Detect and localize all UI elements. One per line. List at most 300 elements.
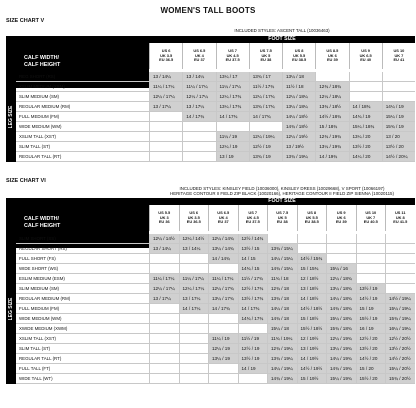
corner-label-line: CALF WIDTH/ xyxy=(24,216,60,222)
size-cell: 13 / 17¼ xyxy=(149,294,179,303)
size-cell: 12¼ / 17¾ xyxy=(216,92,249,101)
foot-size-label: FOOT SIZE xyxy=(149,198,415,205)
size-cell xyxy=(267,234,297,243)
size-cell: 12¼ / 18¾ xyxy=(326,274,356,283)
row-label: SLIM MEDIUM (SM) xyxy=(19,286,60,291)
foot-size-column-header xyxy=(315,43,348,69)
size-cell: 11¼ / 17¼ xyxy=(149,82,182,91)
row-label: ESLIM MEDIUM (ESM) xyxy=(19,276,65,281)
foot-size-column-header xyxy=(179,205,209,231)
size-cell: 12¼ / 14½ xyxy=(179,234,209,243)
size-cell: 14¼ / 18½ xyxy=(282,112,315,121)
foot-size-value: UK 6 xyxy=(327,52,337,58)
size-cell xyxy=(385,234,415,243)
foot-size-value: EU 37 xyxy=(217,219,229,225)
row-label: REGULAR MEDIUM (RM) xyxy=(19,296,71,301)
size-cell: 14¾ / 18½ xyxy=(282,122,315,131)
size-cell: 13 / 14¼ xyxy=(149,72,182,81)
size-cell: 13¼ / 20 xyxy=(349,132,382,141)
size-cell: 12¼ / 18¼ xyxy=(282,92,315,101)
size-cell xyxy=(149,122,182,131)
size-cell: 12¼ / 17¼ xyxy=(182,92,215,101)
table-row xyxy=(16,374,415,384)
size-cell: 12¼ / 19 xyxy=(208,344,238,353)
included-styles-line: HERITAGE CONTOUR II FIELD ZIP BLACK (10020166), HERITAGE CONTOUR II FIELD ZIP SIENNA (10020115) xyxy=(170,191,394,197)
size-cell xyxy=(385,244,415,253)
table-row xyxy=(16,122,415,132)
size-cell xyxy=(149,364,179,373)
foot-size-value: EU 38 xyxy=(260,57,272,63)
size-cell xyxy=(297,234,327,243)
size-cell: 13¾ / 15¼ xyxy=(267,244,297,253)
size-cell: 11¼ / 19 xyxy=(216,132,249,141)
foot-size-value: UK 3.5 xyxy=(187,214,200,220)
size-cell: 12¼ / 14½ xyxy=(149,234,179,243)
size-cell xyxy=(182,152,215,161)
foot-size-headers xyxy=(149,205,415,231)
size-cell xyxy=(149,374,179,383)
row-label: WIDE SHORT (WS) xyxy=(19,266,59,271)
corner-label-line: CALF HEIGHT xyxy=(24,223,61,229)
size-cell xyxy=(249,122,282,131)
size-cell: 14 / 18¾ xyxy=(349,102,382,111)
foot-size-column-header xyxy=(282,43,315,69)
size-cell: 15 / 18¾ xyxy=(315,122,348,131)
size-cell: 14 / 19 xyxy=(238,364,268,373)
foot-size-value: EU 36.5 xyxy=(186,219,201,225)
size-cell: 13¾ / 18 xyxy=(267,294,297,303)
table-row xyxy=(16,264,415,274)
size-cell: 13 / 19½ xyxy=(282,142,315,151)
size-cell: 15¼ / 19 xyxy=(382,112,415,121)
size-cell: 12¼ / 19¾ xyxy=(326,334,356,343)
foot-size-value: US 8 xyxy=(307,210,317,216)
size-cell: 13¼ / 18 xyxy=(282,72,315,81)
size-cell xyxy=(179,334,209,343)
foot-size-value: UK 3 xyxy=(159,214,169,220)
row-label: XSLIM MEDIUM (XSM) xyxy=(19,84,65,89)
size-cell: 13 / 17¼ xyxy=(149,102,182,111)
foot-size-column-header xyxy=(182,43,215,69)
table-row xyxy=(16,354,415,364)
size-cell: 11½ / 18 xyxy=(282,82,315,91)
size-cell: 15½ / 20 xyxy=(356,374,386,383)
table-row xyxy=(16,234,415,244)
size-cell: 13¾ / 17¾ xyxy=(249,102,282,111)
foot-size-value: US 6.5 xyxy=(193,48,206,54)
size-cell: 11¼ / 17¼ xyxy=(216,82,249,91)
foot-size-value: UK 5 xyxy=(277,214,287,220)
size-cell: 12¾ / 18¾ xyxy=(315,82,348,91)
foot-size-value: EU 37 xyxy=(193,57,205,63)
size-cell: 13 / 20 xyxy=(382,132,415,141)
size-cell: 16¼ / 19¼ xyxy=(385,324,415,333)
size-cell xyxy=(356,234,386,243)
size-cell: 12¼ / 19 xyxy=(216,142,249,151)
size-cell: 11¼ / 17¼ xyxy=(208,274,238,283)
corner-label-line: CALF HEIGHT xyxy=(24,62,61,68)
page-title: WOMEN'S TALL BOOTS xyxy=(160,6,256,15)
size-cell: 14¼ / 19¾ xyxy=(326,354,356,363)
included-styles xyxy=(149,186,415,196)
foot-size-value: US 7 xyxy=(228,48,237,54)
size-cell: 14 / 14¾ xyxy=(208,254,238,263)
foot-size-value: EU 39 xyxy=(335,219,347,225)
size-cell xyxy=(326,244,356,253)
size-cell: 14¾ / 15¼ xyxy=(267,264,297,273)
size-cell: 15¾ / 18¾ xyxy=(326,324,356,333)
size-cell xyxy=(149,152,182,161)
size-cell: 12¼ / 18¼ xyxy=(315,92,348,101)
foot-size-column-header xyxy=(249,43,282,69)
row-label: FULL TALL (FT) xyxy=(19,366,51,371)
foot-size-value: US 9 xyxy=(336,210,346,216)
size-cell xyxy=(208,324,238,333)
size-cell: 14 / 17¾ xyxy=(238,304,268,313)
size-cell: 11¼ / 17¼ xyxy=(179,274,209,283)
size-cell: 14¼ / 19¼ xyxy=(267,364,297,373)
foot-size-value: US 6 xyxy=(189,210,199,216)
foot-size-value: EU 36.5 xyxy=(159,57,174,63)
foot-size-value: US 10 xyxy=(393,48,405,54)
size-cell: 11½ / 19 xyxy=(238,334,268,343)
row-label: WIDE TALL (WT) xyxy=(19,376,53,381)
size-cell xyxy=(208,374,238,383)
size-cell xyxy=(179,354,209,363)
table-row xyxy=(16,102,415,112)
foot-size-value: EU 41.5 xyxy=(393,219,408,225)
size-cell xyxy=(326,234,356,243)
size-cell: 12½ / 20½ xyxy=(385,334,415,343)
foot-size-column-header xyxy=(382,43,415,69)
size-cell xyxy=(382,72,415,81)
included-styles xyxy=(149,28,415,33)
foot-size-column-header xyxy=(326,205,356,231)
size-cell: 12½ / 19 xyxy=(238,344,268,353)
size-cell: 11½ / 17¾ xyxy=(238,274,268,283)
size-cell: 14¾ / 18¾ xyxy=(326,304,356,313)
size-cell: 12¼ / 19¼ xyxy=(249,132,282,141)
size-cell xyxy=(385,254,415,263)
table-row xyxy=(16,152,415,162)
table-row xyxy=(16,72,415,82)
size-cell: 13 / 14¼ xyxy=(182,72,215,81)
size-cell xyxy=(356,254,386,263)
size-cell xyxy=(356,264,386,273)
row-label: REGULAR SHORT (RS) xyxy=(19,246,67,251)
size-cell xyxy=(149,334,179,343)
size-cell: 14¼ / 18 xyxy=(267,304,297,313)
size-cell xyxy=(149,142,182,151)
size-cell: 14 / 17¼ xyxy=(179,304,209,313)
table-row xyxy=(16,244,415,254)
size-cell xyxy=(149,344,179,353)
foot-size-column-header xyxy=(238,205,268,231)
foot-size-column-header xyxy=(208,205,238,231)
table-row xyxy=(16,334,415,344)
size-cell xyxy=(179,364,209,373)
size-cell: 12¼ / 17¾ xyxy=(249,92,282,101)
size-cell: 14¾ / 17¾ xyxy=(238,314,268,323)
table-row xyxy=(16,314,415,324)
size-cell: 15¼ / 18 xyxy=(267,324,297,333)
row-label: WIDE MEDIUM (WM) xyxy=(19,316,62,321)
row-label: XWIDE MEDIUM (XWM) xyxy=(19,326,68,331)
size-cell: 15¾ / 19 xyxy=(382,122,415,131)
row-label: REGULAR MEDIUM (RM) xyxy=(19,104,71,109)
size-cell xyxy=(385,264,415,273)
size-cell: 11¼ / 19 xyxy=(208,334,238,343)
size-cell: 13¾ / 19¼ xyxy=(282,152,315,161)
size-cell: 13¼ / 19 xyxy=(208,354,238,363)
size-cell: 13½ / 19 xyxy=(238,354,268,363)
size-cell: 13¼ / 18¾ xyxy=(326,284,356,293)
row-label: XSLIM TALL (XST) xyxy=(19,134,57,139)
foot-size-value: UK 5 xyxy=(261,52,271,58)
size-cell: 14¾ / 18 xyxy=(267,314,297,323)
size-cell xyxy=(349,82,382,91)
row-label: FULL MEDIUM (FM) xyxy=(19,114,60,119)
section-title: SIZE CHART V xyxy=(6,18,45,24)
table-row xyxy=(16,82,415,92)
size-cell xyxy=(149,324,179,333)
foot-size-value: US 5.5 xyxy=(158,210,171,216)
size-cell: 15½ / 18½ xyxy=(297,324,327,333)
size-cell: 12 / 18½ xyxy=(297,274,327,283)
size-cell xyxy=(149,264,179,273)
size-cell xyxy=(382,92,415,101)
row-label: SLIM TALL (ST) xyxy=(19,346,51,351)
size-cell: 14¼ / 18¾ xyxy=(326,294,356,303)
size-cell: 15¼ / 18¾ xyxy=(349,122,382,131)
foot-size-value: EU 38.5 xyxy=(304,219,319,225)
size-cell: 12¼ / 17¼ xyxy=(149,284,179,293)
size-cell xyxy=(149,254,179,263)
foot-size-column-header xyxy=(356,205,386,231)
size-cell: 12 / 19½ xyxy=(297,334,327,343)
size-cell xyxy=(179,374,209,383)
size-cell: 13½ / 17¾ xyxy=(238,294,268,303)
foot-size-value: UK 4 xyxy=(218,214,228,220)
size-cell: 15¼ / 19¾ xyxy=(326,374,356,383)
size-cell xyxy=(208,264,238,273)
size-cell: 12¾ / 19¼ xyxy=(267,344,297,353)
row-label: REG SHORT (RS) xyxy=(19,74,56,79)
size-cell: 14¾ / 15 xyxy=(238,264,268,273)
size-cell: 14½ / 15¾ xyxy=(297,254,327,263)
table-row xyxy=(16,132,415,142)
size-cell xyxy=(182,142,215,151)
foot-size-value: EU 41 xyxy=(393,57,405,63)
size-cell: 14¾ / 19 xyxy=(349,112,382,121)
size-cell: 11¾ / 18 xyxy=(267,274,297,283)
size-cell xyxy=(356,244,386,253)
foot-size-value: EU 39 xyxy=(326,57,338,63)
size-cell: 11¼ / 17¼ xyxy=(182,82,215,91)
foot-size-value: US 8.5 xyxy=(326,48,339,54)
foot-size-value: UK 7 xyxy=(394,52,404,58)
size-cell: 13 / 19 xyxy=(216,152,249,161)
size-cell xyxy=(149,314,179,323)
size-cell: 13 / 17¼ xyxy=(182,102,215,111)
size-cell xyxy=(208,364,238,373)
size-cell xyxy=(149,304,179,313)
size-cell: 14¼ / 15¼ xyxy=(267,254,297,263)
size-cell: 12¾ / 19¾ xyxy=(315,132,348,141)
size-cell: 12¼ / 17¾ xyxy=(208,284,238,293)
size-cell xyxy=(149,132,182,141)
foot-size-value: US 9 xyxy=(361,48,370,54)
foot-size-value: US 6.5 xyxy=(217,210,230,216)
size-cell: 11¼ / 17¼ xyxy=(149,274,179,283)
table-row xyxy=(16,284,415,294)
size-cell: 13¼ / 14¾ xyxy=(208,244,238,253)
size-cell: 15¼ / 19¼ xyxy=(385,304,415,313)
table-row xyxy=(16,142,415,152)
size-cell: 12¼ / 17¼ xyxy=(149,92,182,101)
foot-size-value: UK 4.5 xyxy=(226,52,239,58)
size-cell: 14 / 17¾ xyxy=(249,112,282,121)
size-cell: 12½ / 14¾ xyxy=(238,234,268,243)
foot-size-value: EU 38 xyxy=(276,219,288,225)
size-cell: 13¼ / 17¾ xyxy=(216,102,249,111)
size-cell: 14¾ / 19¼ xyxy=(267,374,297,383)
size-cell: 12½ / 19 xyxy=(249,142,282,151)
size-cell: 15¼ / 20½ xyxy=(385,364,415,373)
foot-size-value: UK 6 xyxy=(336,214,346,220)
foot-size-value: UK 6.5 xyxy=(359,52,372,58)
size-cell: 16 / 19 xyxy=(356,324,386,333)
size-cell xyxy=(349,92,382,101)
foot-size-column-header xyxy=(297,205,327,231)
size-cell xyxy=(385,284,415,293)
section-title: SIZE CHART VI xyxy=(6,178,46,184)
size-cell xyxy=(238,374,268,383)
foot-size-value: US 7 xyxy=(248,210,258,216)
foot-size-column-header xyxy=(216,43,249,69)
size-cell: 13½ / 20 xyxy=(382,142,415,151)
foot-size-headers xyxy=(149,43,415,69)
size-cell: 13 / 14¼ xyxy=(179,244,209,253)
size-cell: 13½ / 19 xyxy=(356,284,386,293)
foot-size-value: US 11 xyxy=(394,210,406,216)
foot-size-value: EU 37.5 xyxy=(245,219,260,225)
size-cell xyxy=(149,112,182,121)
foot-size-value: EU 40 xyxy=(360,57,372,63)
foot-size-value: UK 8 xyxy=(395,214,405,220)
foot-size-value: EU 38.5 xyxy=(292,57,307,63)
table-row xyxy=(16,344,415,354)
row-label: FULL MEDIUM (FM) xyxy=(19,306,60,311)
size-cell: 15¾ / 20½ xyxy=(385,374,415,383)
foot-size-value: UK 4 xyxy=(194,52,204,58)
size-cell: 13½ / 20 xyxy=(356,344,386,353)
foot-size-value: EU 36 xyxy=(158,219,170,225)
size-cell xyxy=(182,122,215,131)
size-cell: 14½ / 20 xyxy=(356,354,386,363)
size-cell: 15 / 15¾ xyxy=(297,264,327,273)
size-rows xyxy=(16,72,415,162)
size-cell xyxy=(356,274,386,283)
size-cell: 14 / 17¾ xyxy=(216,112,249,121)
size-cell: 15 / 19½ xyxy=(297,374,327,383)
size-cell: 11¾ / 19¼ xyxy=(267,334,297,343)
size-cell xyxy=(179,264,209,273)
size-cell xyxy=(238,324,268,333)
size-cell: 14 / 19½ xyxy=(297,354,327,363)
size-cell xyxy=(326,254,356,263)
size-cell: 14½ / 20½ xyxy=(385,354,415,363)
size-rows xyxy=(16,234,415,384)
table-row xyxy=(16,324,415,334)
size-cell: 13¼ / 17¾ xyxy=(208,294,238,303)
size-cell: 14½ / 20¼ xyxy=(382,152,415,161)
foot-size-column-header xyxy=(267,205,297,231)
foot-size-label: FOOT SIZE xyxy=(149,36,415,43)
size-cell xyxy=(385,274,415,283)
size-cell: 12¼ / 19½ xyxy=(282,132,315,141)
size-cell: 13 / 17¼ xyxy=(179,294,209,303)
size-cell: 14 / 17¾ xyxy=(208,304,238,313)
size-cell: 15 / 20 xyxy=(356,364,386,373)
size-cell: 14 / 15 xyxy=(238,254,268,263)
size-cell xyxy=(149,354,179,363)
size-cell: 13 / 14¼ xyxy=(149,244,179,253)
size-cell xyxy=(179,344,209,353)
foot-size-column-header xyxy=(149,205,179,231)
size-cell xyxy=(382,82,415,91)
table-row xyxy=(16,254,415,264)
size-cell: 13¾ / 19 xyxy=(249,152,282,161)
size-cell: 14½ / 19½ xyxy=(297,364,327,373)
size-cell: 13¼ / 19¾ xyxy=(326,344,356,353)
size-cell: 14 / 19¾ xyxy=(315,152,348,161)
size-cell: 13¾ / 18½ xyxy=(315,102,348,111)
foot-size-value: EU 37.5 xyxy=(225,57,240,63)
row-label: FULL SHORT (FS) xyxy=(19,256,56,261)
size-cell: 13½ / 20½ xyxy=(385,344,415,353)
foot-size-value: UK 5.5 xyxy=(305,214,318,220)
size-cell: 12½ / 20 xyxy=(356,334,386,343)
size-cell: 14½ / 19 xyxy=(356,294,386,303)
size-cell xyxy=(179,324,209,333)
leg-size-text: LEG SIZE xyxy=(8,105,14,129)
size-cell: 13¼ / 17 xyxy=(216,72,249,81)
foot-size-value: UK 4.5 xyxy=(246,214,259,220)
size-cell: 12¼ / 17¼ xyxy=(179,284,209,293)
foot-size-value: EU 40.5 xyxy=(363,219,378,225)
foot-size-value: UK 3.5 xyxy=(160,52,173,58)
size-cell: 13¾ / 19¼ xyxy=(267,354,297,363)
size-cell xyxy=(182,132,215,141)
foot-size-value: US 8 xyxy=(294,48,304,54)
size-cell: 14¾ / 19¾ xyxy=(326,364,356,373)
leg-size-side-label xyxy=(6,72,16,162)
size-cell: 15 / 18½ xyxy=(297,314,327,323)
foot-size-value: US 6 xyxy=(161,48,171,54)
row-label: SLIM TALL (ST) xyxy=(19,144,51,149)
size-cell: 12½ / 17¾ xyxy=(238,284,268,293)
foot-size-column-header xyxy=(149,43,182,69)
size-cell: 13 / 18½ xyxy=(297,284,327,293)
row-label: WIDE MEDIUM (WM) xyxy=(19,124,62,129)
table-row xyxy=(16,304,415,314)
size-cell: 15¾ / 19¼ xyxy=(385,314,415,323)
row-label: SLIM SHORT (SS) xyxy=(19,236,56,241)
size-cell: 14½ / 18½ xyxy=(297,304,327,313)
size-cell xyxy=(179,314,209,323)
size-cell: 13½ / 20 xyxy=(349,142,382,151)
